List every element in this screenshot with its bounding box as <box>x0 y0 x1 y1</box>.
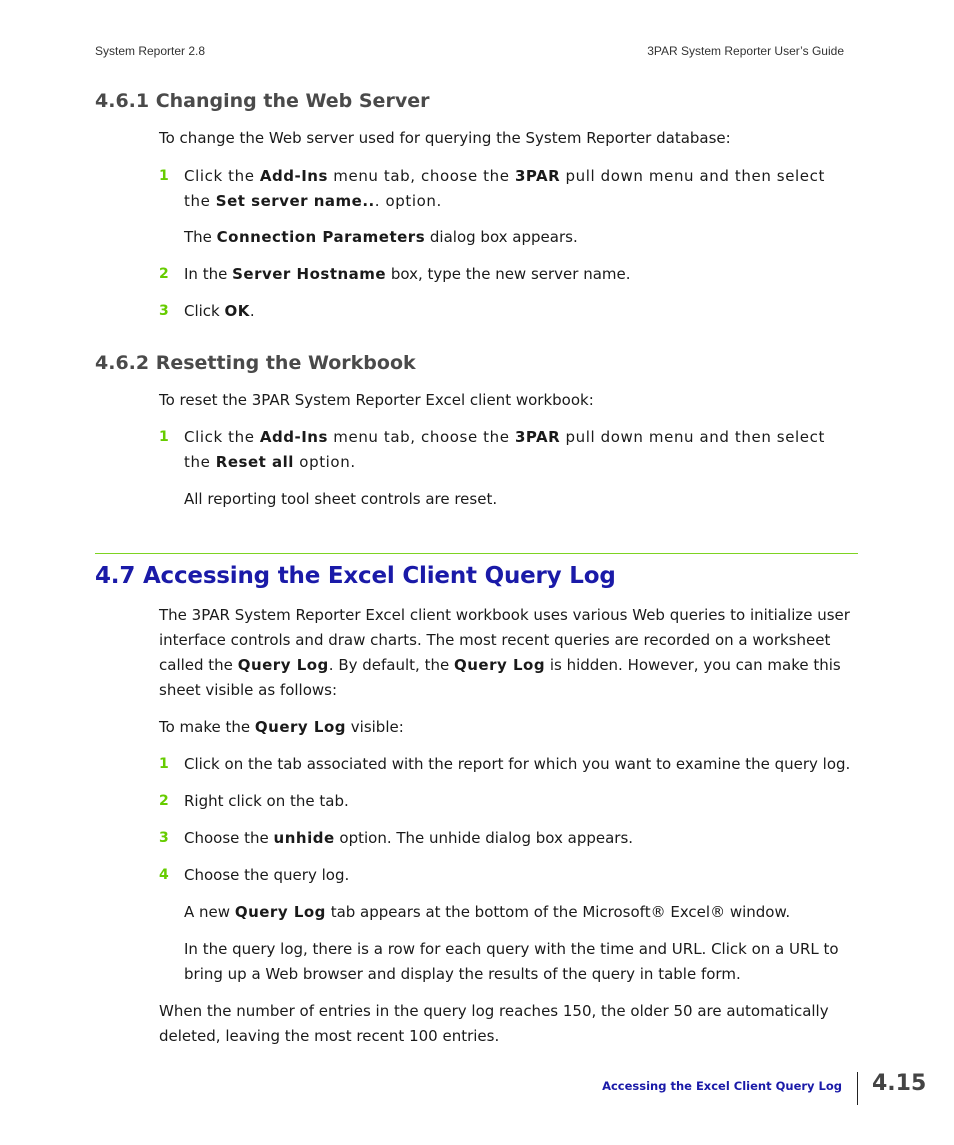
step-text: Click the Add-Ins menu tab, choose the 3PAR pull down menu and then select the Set server name... option. <box>184 167 825 210</box>
section-4-6-2-heading: 4.6.2 Resetting the Workbook <box>95 352 416 374</box>
step-text: Click on the tab associated with the report for which you want to examine the query log. <box>184 755 851 773</box>
step-text: Choose the unhide option. The unhide dialog box appears. <box>184 829 634 847</box>
step-text: Click OK. <box>184 302 255 320</box>
step-text: Choose the query log. <box>184 866 350 884</box>
running-header-left: System Reporter 2.8 <box>95 44 206 58</box>
section-4-7-intro: To make the Query Log visible: <box>159 718 404 736</box>
step-number: 1 <box>159 429 169 445</box>
s461-note-1: The Connection Parameters dialog box appears. <box>184 228 578 246</box>
section-4-7-paragraph: The 3PAR System Reporter Excel client workbook uses various Web queries to initialize user interface controls and draw charts. The most recent queries are recorded on a worksheet called the Query Log. By default, the Query Log is hidden. However, you can make this sheet visible as follows: <box>159 606 850 699</box>
s47-closing-paragraph: When the number of entries in the query log reaches 150, the older 50 are automatically deleted, leaving the most recent 100 entries. <box>159 1002 829 1045</box>
section-4-6-1-intro: To change the Web server used for querying the System Reporter database: <box>159 129 731 147</box>
page-number: 4.15 <box>872 1071 927 1096</box>
section-divider <box>95 553 858 554</box>
step-number: 4 <box>159 867 169 883</box>
step-number: 1 <box>159 168 169 184</box>
footer-divider <box>857 1072 858 1105</box>
step-text: Click the Add-Ins menu tab, choose the 3PAR pull down menu and then select the Reset all option. <box>184 428 825 471</box>
s47-note-2: In the query log, there is a row for each query with the time and URL. Click on a URL to bring up a Web browser and display the results of the query in table form. <box>184 940 839 983</box>
footer-section-title: Accessing the Excel Client Query Log <box>602 1079 842 1093</box>
step-number: 3 <box>159 830 169 846</box>
running-header-right: 3PAR System Reporter User’s Guide <box>647 44 844 58</box>
step-number: 2 <box>159 266 169 282</box>
step-text: Right click on the tab. <box>184 792 349 810</box>
step-text: In the Server Hostname box, type the new server name. <box>184 265 631 283</box>
step-number: 3 <box>159 303 169 319</box>
section-4-6-2-intro: To reset the 3PAR System Reporter Excel client workbook: <box>159 391 594 409</box>
s47-note-1: A new Query Log tab appears at the bottom of the Microsoft® Excel® window. <box>184 903 791 921</box>
s462-note-1: All reporting tool sheet controls are reset. <box>184 490 498 508</box>
section-4-6-1-heading: 4.6.1 Changing the Web Server <box>95 90 430 112</box>
step-number: 2 <box>159 793 169 809</box>
step-number: 1 <box>159 756 169 772</box>
section-4-7-heading: 4.7 Accessing the Excel Client Query Log <box>95 563 616 589</box>
